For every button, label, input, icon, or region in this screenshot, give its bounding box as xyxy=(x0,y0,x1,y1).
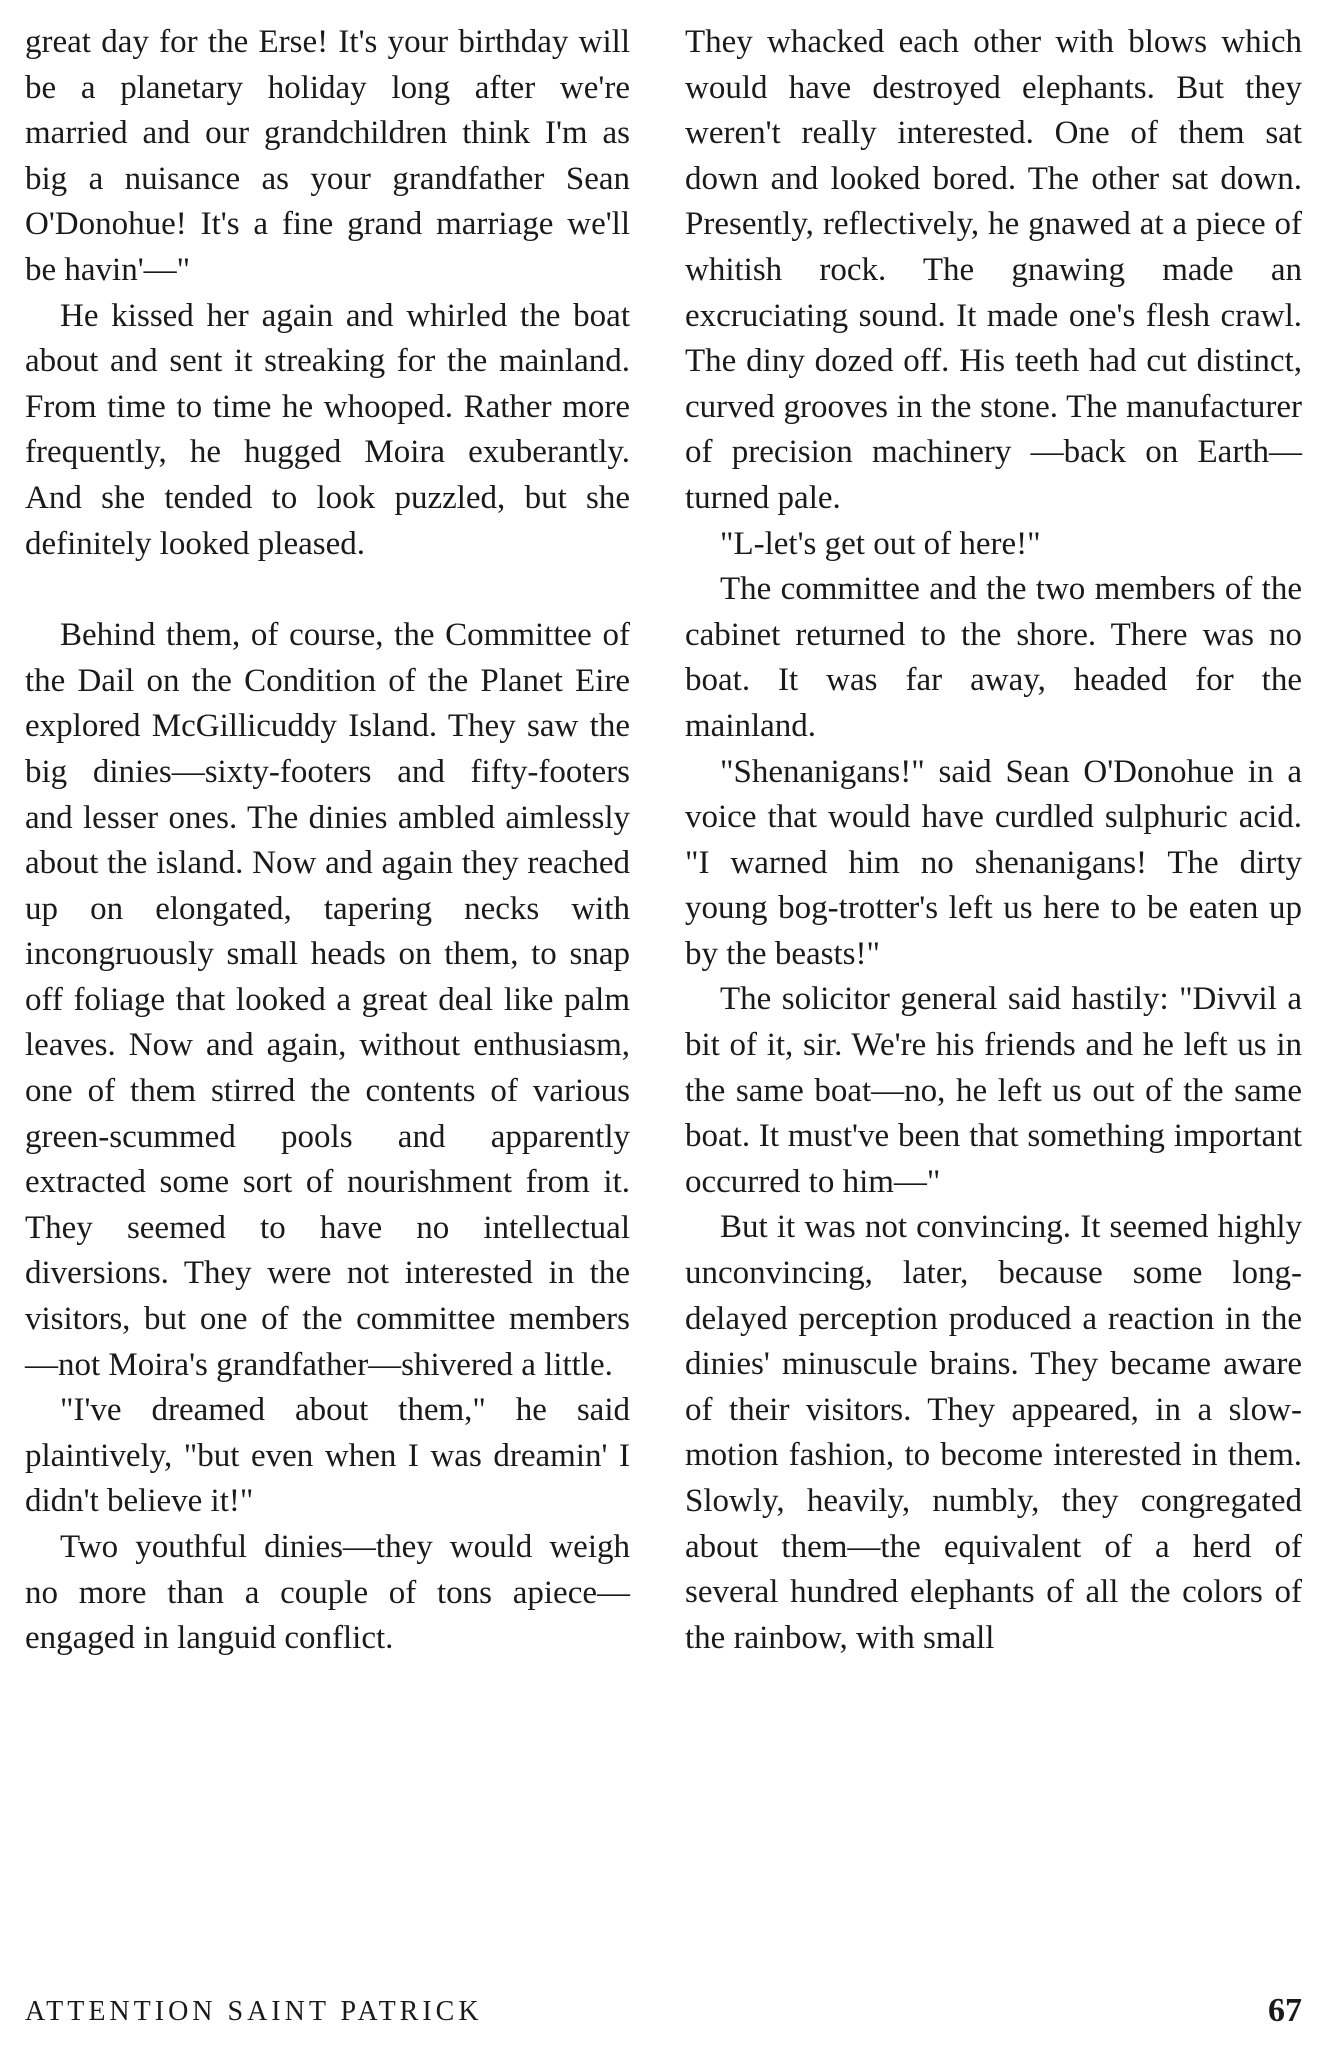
left-text-column xyxy=(25,20,630,1662)
running-title: ATTENTION SAINT PATRICK xyxy=(25,1996,483,2027)
right-text-column xyxy=(685,20,1302,1661)
paragraph: But it was not convincing. It seemed highly unconvincing, later, because some long-delayed perception produced a reaction in the dinies' minuscule brains. They became aware of their visitors. They appeared, in a slow-motion fashion, to become interested in them. Slowly, heavily, numbly, they congregated about them—the equivalent of a herd of several hundred elephants of all the colors of the rainbow, with small xyxy=(685,1209,1302,1656)
paragraph: Behind them, of course, the Committee of the Dail on the Condition of the Planet Eire explored McGillicuddy Island. They saw the big dinies—sixty-footers and fifty-footers and lesser ones. The dinies ambled aimlessly about the island. Now and again they reached up on elongated, tapering necks with incongruously small heads on them, to snap off foliage that looked a great deal like palm leaves. Now and again, without enthusiasm, one of them stirred the contents of various green-scummed pools and apparently extracted some sort of nourishment from it. They seemed to have no intellectual diversions. They were not interested in the visitors, but one of the committee members—not Moira's grandfather—shivered a little. xyxy=(25,617,630,1383)
paragraph: "Shenanigans!" said Sean O'Donohue in a voice that would have curdled sulphuric acid. "I warned him no shenanigans! The dirty young bog-trotter's left us here to be eaten up by the beasts!" xyxy=(685,753,1302,972)
paragraph: Two youthful dinies—they would weigh no more than a couple of tons apiece—engaged in languid conflict. xyxy=(25,1529,630,1657)
paragraph: "I've dreamed about them," he said plaintively, "but even when I was dreamin' I didn't believe it!" xyxy=(25,1392,630,1520)
page-number: 67 xyxy=(1268,1992,1302,2029)
paragraph: The committee and the two members of the cabinet returned to the shore. There was no boat. It was far away, headed for the mainland. xyxy=(685,571,1302,744)
page-footer xyxy=(25,1992,1302,2040)
paragraph: They whacked each other with blows which would have destroyed elephants. But they weren't really interested. One of them sat down and looked bored. The other sat down. Presently, reflectively, he gnawed at a piece of whitish rock. The gnawing made an excruciating sound. It made one's flesh crawl. The diny dozed off. His teeth had cut distinct, curved grooves in the stone. The manufacturer of precision machinery —back on Earth—turned pale. xyxy=(685,24,1302,516)
paragraph: "L-let's get out of here!" xyxy=(720,525,1041,562)
paragraph: He kissed her again and whirled the boat about and sent it streaking for the mainland. From time to time he whooped. Rather more frequently, he hugged Moira exuberantly. And she tended to look puzzled, but she definitely looked pleased. xyxy=(25,297,630,562)
paragraph: The solicitor general said hastily: "Divvil a bit of it, sir. We're his friends and he left us in the same boat—no, he left us out of the same boat. It must've been that something important occurred to him—" xyxy=(685,981,1302,1200)
paragraph: great day for the Erse! It's your birthday will be a planetary holiday long after we're married and our grandchildren think I'm as big a nuisance as your grandfather Sean O'Donohue! It's a fine grand marriage we'll be havin'—" xyxy=(25,24,630,288)
